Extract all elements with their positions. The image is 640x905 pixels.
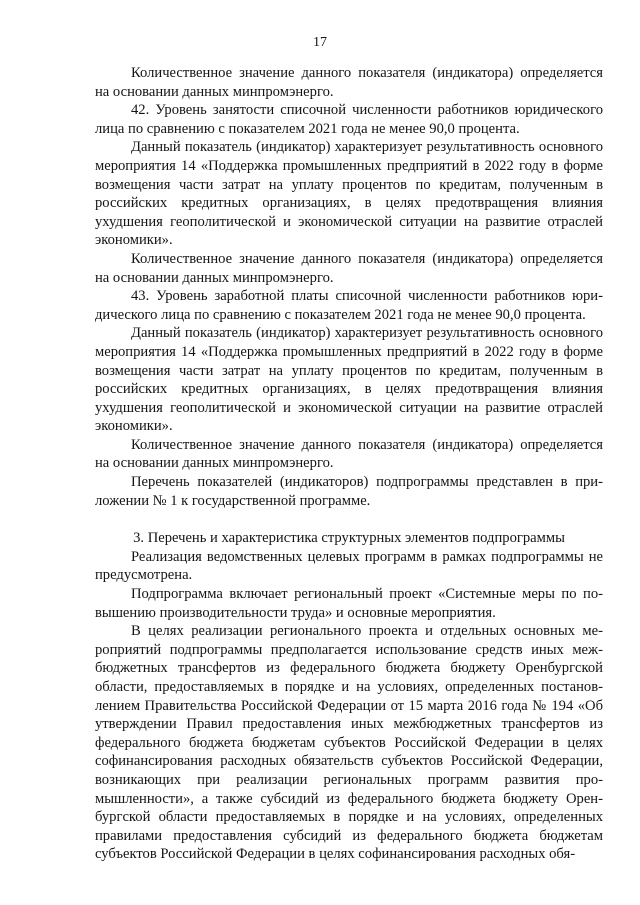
paragraph: Количественное значение данного показателя (индикатора) определяется на основании данных минпромэнерго. (95, 65, 603, 100)
paragraph: 43. Уровень заработной платы списочной численности работников юридического лица по сравнению с показателем 2021 года не менее 90,0 процента. (95, 288, 603, 323)
paragraph: 42. Уровень занятости списочной численности работников юридического лица по сравнению с показателем 2021 года не менее 90,0 процента. (95, 102, 603, 137)
paragraph: Количественное значение данного показателя (индикатора) определяется на основании данных минпромэнерго. (95, 436, 603, 472)
paragraph: Перечень показателей (индикаторов) подпрограммы представлен в приложении № 1 к государственной программе. (95, 474, 603, 509)
document-body (95, 64, 603, 864)
paragraph: Данный показатель (индикатор) характеризует результативность основного мероприятия 14 «Поддержка промышленных предприятий в 2022 году в форме возмещения части затрат на уплату процентов по кредитам, полученным в российских кредитных организациях, в целях предотвращения влияния ухудшения геополитической и экономической ситуации на развитие отраслей экономики». (95, 139, 603, 249)
paragraph: Количественное значение данного показателя (индикатора) определяется на основании данных минпромэнерго. (95, 250, 603, 286)
paragraph: Подпрограмма включает региональный проект «Системные меры по повышению производительности труда» и основные мероприятия. (95, 586, 603, 621)
paragraph: В целях реализации регионального проекта и отдельных основных мероприятий подпрограммы предполагается использование средств иных межбюджетных трансфертов из федерального бюджета бюджету Оренбургской области, предоставляемых в порядке и на условиях, определенных постановлением Правительства Российской Федерации от 15 марта 2016 года № 194 «Об утверждении Правил предоставления иных межбюджетных трансфертов из федерального бюджета бюджетам субъектов Российской Федерации в целях софинансирования расходных обязательств субъектов Российской Федерации, возникающих при реализации региональных программ развития промышленности», а также субсидий из федерального бюджета бюджету Оренбургской области предоставляемых в порядке и на условиях, определенных правилами предоставления субсидий из федерального бюджета бюджетам субъектов Российской Федерации в целях софинансирования расходных обя- (95, 623, 603, 863)
page-number: 17 (313, 35, 327, 50)
paragraph: Данный показатель (индикатор) характеризует результативность основного мероприятия 14 «Поддержка промышленных предприятий в 2022 году в форме возмещения части затрат на уплату процентов по кредитам, полученным в российских кредитных организациях, в целях предотвращения влияния ухудшения геополитической и экономической ситуации на развитие отраслей экономики». (95, 325, 603, 435)
section-heading: 3. Перечень и характеристика структурных элементов подпрограммы (133, 530, 565, 547)
paragraph: Реализация ведомственных целевых программ в рамках подпрограммы не предусмотрена. (95, 548, 603, 584)
